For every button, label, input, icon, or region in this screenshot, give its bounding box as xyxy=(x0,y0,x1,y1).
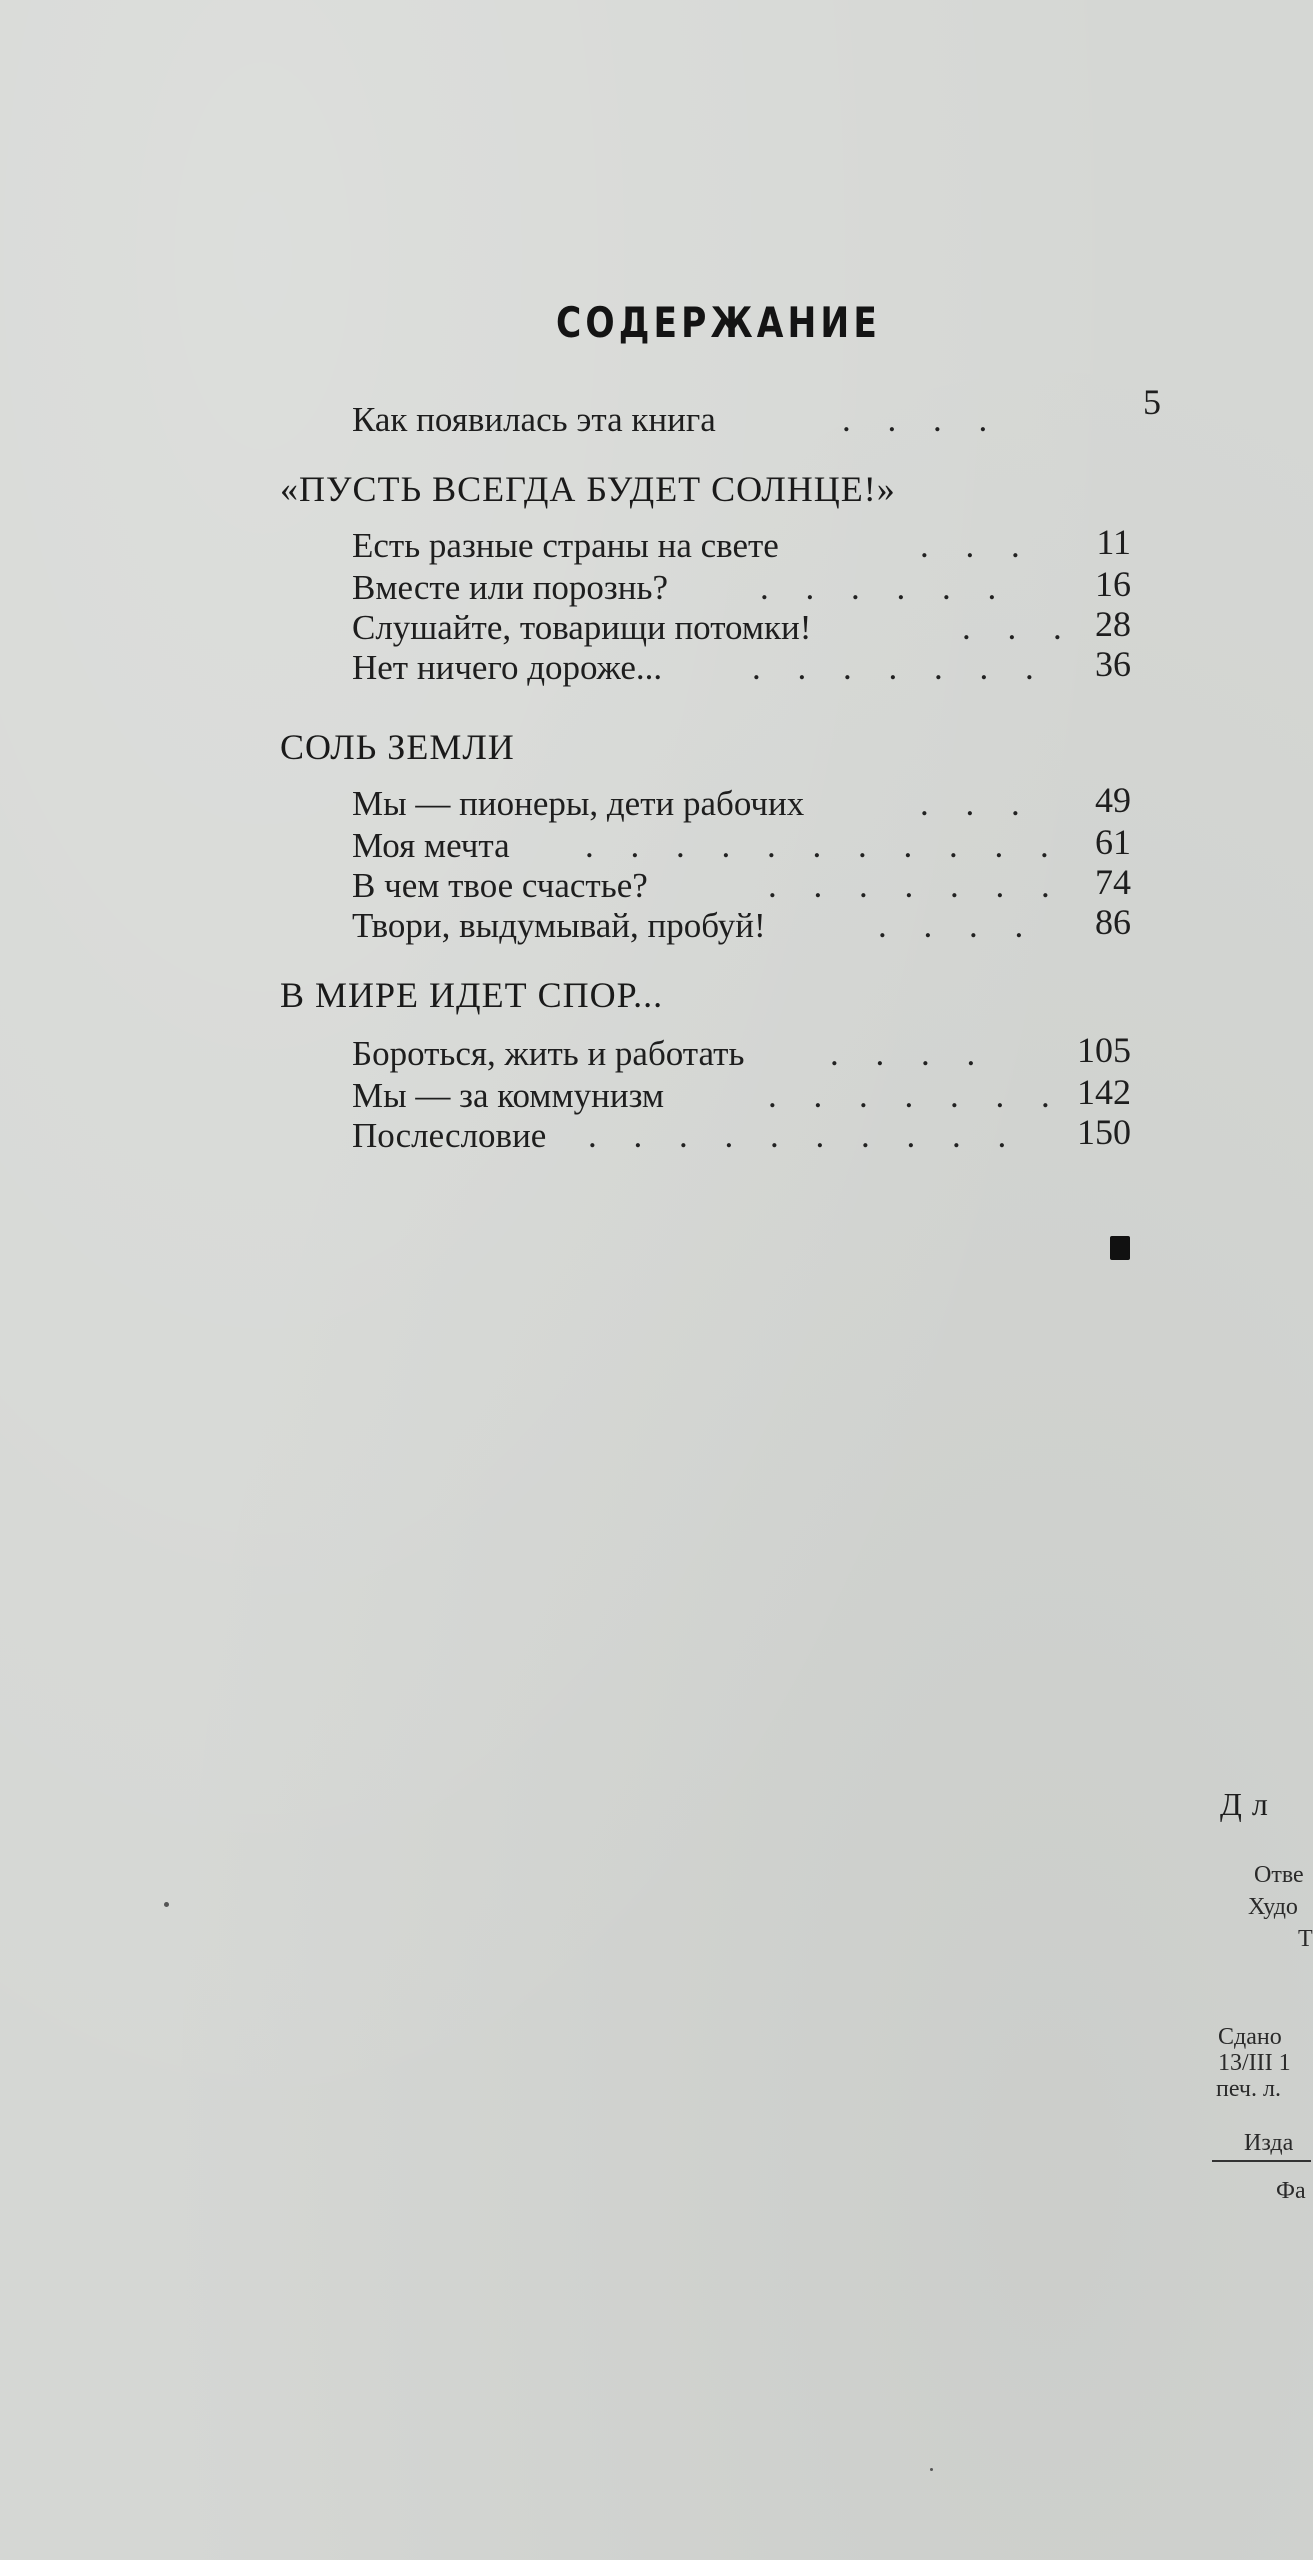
leader-dots: . . . xyxy=(962,608,1076,647)
page-title: СОДЕРЖАНИЕ xyxy=(556,298,881,347)
leader-dots: . . . . . . . . . . xyxy=(588,1116,1021,1155)
section-title: «ПУСТЬ ВСЕГДА БУДЕТ СОЛНЦЕ!» xyxy=(280,469,896,509)
section-title: В МИРЕ ИДЕТ СПОР... xyxy=(280,975,664,1015)
toc-entry-label: Моя мечта xyxy=(352,826,510,865)
leader-dots: . . . . xyxy=(842,400,1002,439)
imprint-fragment: Сдано xyxy=(1218,2024,1282,2050)
paper-speck xyxy=(164,1902,169,1907)
toc-entry-label: Нет ничего дороже... xyxy=(352,648,663,687)
leader-dots: . . . . . . . xyxy=(768,1076,1064,1115)
leader-dots: . . . . xyxy=(878,906,1038,945)
imprint-fragment: Т xyxy=(1298,1926,1313,1952)
toc-entry-label: Мы — пионеры, дети рабочих xyxy=(352,784,805,823)
toc-entry-label: Послесловие xyxy=(352,1116,547,1155)
section-title: СОЛЬ ЗЕМЛИ xyxy=(280,727,515,767)
imprint-fragment: Дл xyxy=(1220,1786,1278,1822)
toc-entry-page: 49 xyxy=(1095,780,1131,820)
toc-entry-page: 142 xyxy=(1077,1072,1131,1112)
leader-dots: . . . xyxy=(920,526,1034,565)
imprint-fragment: 13/III 1 xyxy=(1218,2050,1291,2076)
toc-entry-page: 36 xyxy=(1095,644,1131,684)
leader-dots: . . . . . . . xyxy=(768,866,1064,905)
toc-entry-label: Как появилась эта книга xyxy=(352,400,716,439)
toc-entry-page: 16 xyxy=(1095,564,1131,604)
leader-dots: . . . . . . . . . . . xyxy=(585,826,1063,865)
toc-entry-label: Мы — за коммунизм xyxy=(352,1076,665,1115)
toc-entry-page: 5 xyxy=(1143,382,1161,422)
imprint-fragment: Изда xyxy=(1244,2130,1294,2156)
toc-entry-page: 61 xyxy=(1095,822,1131,862)
leader-dots: . . . . . . xyxy=(760,568,1011,607)
leader-dots: . . . xyxy=(920,784,1034,823)
leader-dots: . . . . xyxy=(830,1034,990,1073)
imprint-fragment: Отве xyxy=(1254,1862,1304,1888)
toc-entry-label: Слушайте, товарищи потомки! xyxy=(352,608,812,647)
imprint-fragment: Худо xyxy=(1248,1894,1298,1920)
toc-entry-page: 11 xyxy=(1096,522,1131,562)
toc-entry-label: Есть разные страны на свете xyxy=(352,526,779,565)
leader-dots: . . . . . . . xyxy=(752,648,1048,687)
toc-entry-label: В чем твое счастье? xyxy=(352,866,648,905)
toc-entry-page: 105 xyxy=(1077,1030,1131,1070)
toc-entry-page: 86 xyxy=(1095,902,1131,942)
toc-entry-page: 150 xyxy=(1077,1112,1131,1152)
imprint-fragment: печ. л. xyxy=(1216,2076,1281,2102)
imprint-rule xyxy=(1212,2160,1311,2162)
end-mark-square xyxy=(1110,1236,1130,1260)
toc-entry-page: 28 xyxy=(1095,604,1131,644)
toc-entry-label: Бороться, жить и работать xyxy=(352,1034,745,1073)
paper-speck xyxy=(930,2468,933,2471)
toc-entry-page: 74 xyxy=(1095,862,1131,902)
toc-entry-label: Вместе или порознь? xyxy=(352,568,668,607)
toc-entry-label: Твори, выдумывай, пробуй! xyxy=(352,906,766,945)
imprint-fragment: Фа xyxy=(1276,2178,1306,2204)
